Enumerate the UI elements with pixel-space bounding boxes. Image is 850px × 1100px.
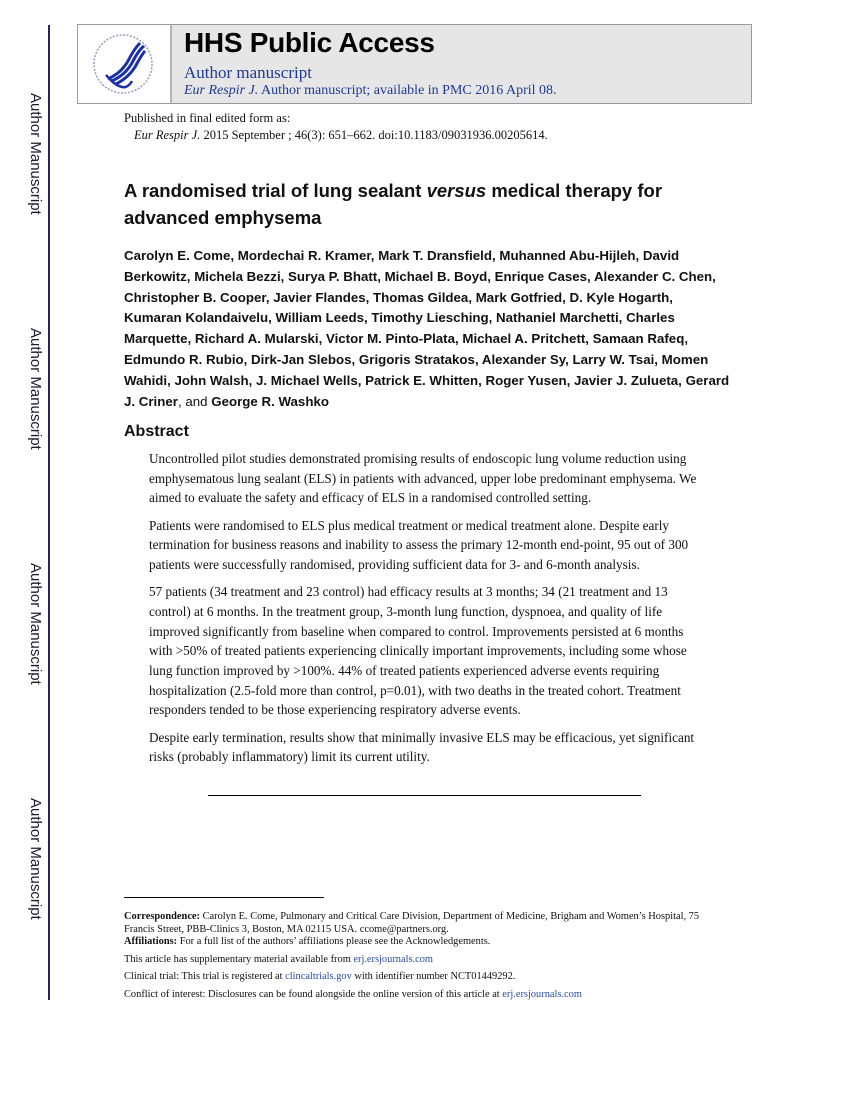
author-list [124,246,734,412]
header-journal-line [184,83,557,99]
trial-id-text: with identifier number NCT01449292. [351,971,516,983]
correspondence [124,911,724,936]
supplementary-note [124,954,724,967]
correspondence-text: Carolyn E. Come, Pulmonary and Critical Care Division, Department of Medicine, Brigham and Women’s Hospital, 75 Francis Street, PBB-Clinics 3, Boston, MA 02115 USA. ccome@partners.org. [124,911,700,935]
side-label-text: Author Manuscript [27,328,44,450]
article-title [124,177,724,231]
citation-line [124,127,548,144]
affiliations [124,936,724,949]
title-italic: versus [426,180,487,201]
title-text: medical therapy for advanced emphysema [124,180,663,228]
journal-abbrev: Eur Respir J. [184,83,259,98]
published-citation [124,110,548,144]
affiliations-text: For a full list of the authors’ affiliations please see the Acknowledgements. [177,936,491,948]
side-label-text: Author Manuscript [27,93,44,215]
title-text: A randomised trial of lung sealant [124,180,427,201]
abstract-body [149,449,709,775]
abstract-paragraph: Uncontrolled pilot studies demonstrated promising results of endoscopic lung volume reduction using emphysematous lung sealant (ELS) in patients with advanced, upper lobe predominant emphysema. We aimed to evaluate the safety and efficacy of ELS in a randomised controlled setting. [149,451,697,506]
published-label: Published in final edited form as: [124,111,291,125]
supplementary-link[interactable]: erj.ersjournals.com [353,953,434,965]
footnote-rule [124,897,324,898]
section-divider [208,795,641,796]
hhs-eagle-logo-icon [88,31,158,97]
citation-journal: Eur Respir J. [134,128,201,142]
supplementary-text: This article has supplementary material available from [124,953,354,965]
correspondence-label: Correspondence: [124,911,200,922]
citation-details: 2015 September ; 46(3): 651–662. doi:10.1183/09031936.00205614. [200,128,548,142]
trial-text: Clinical trial: This trial is registered at [124,971,286,983]
footnotes [124,911,724,1002]
trial-registry-link[interactable]: clincaltrials.gov [285,971,352,983]
conflict-note [124,989,724,1002]
header-title: HHS Public Access [184,27,435,58]
side-label-text: Author Manuscript [27,798,44,920]
side-label-text: Author Manuscript [27,563,44,685]
clinical-trial-note [124,971,724,984]
hhs-header-banner [77,24,752,104]
journal-availability: Author manuscript; available in PMC 2016 April 08. [258,83,557,98]
conflict-link[interactable]: erj.ersjournals.com [502,988,582,1000]
abstract-heading: Abstract [124,423,189,440]
abstract-paragraph: 57 patients (34 treatment and 23 control) had efficacy results at 3 months; 34 (21 treatment and 13 control) at 6 months. In the treatment group, 3-month lung function, dyspnoea, and quality of life improved significantly from baseline when compared to control. Improvements persisted at 6 months with >50% of treated patients experiencing clinically important improvements, including some whose lung function improved by >100%. 44% of treated patients experienced adverse events requiring hospitalization (2.5-fold more than control, p=0.01), with two deaths in the treated cohort. Treatment responders tended to be those experiencing respiratory adverse events. [149,584,687,718]
affiliations-label: Affiliations: [124,936,178,948]
conflict-text: Conflict of interest: Disclosures can be found alongside the online version of this article at [124,988,503,1000]
header-subtitle: Author manuscript [184,63,312,82]
margin-rule [48,25,50,1000]
abstract-paragraph: Despite early termination, results show that minimally invasive ELS may be efficacious, yet significant risks (probably inflammatory) limit its current utility. [149,729,695,765]
authors: Carolyn E. Come, Mordechai R. Kramer, Mark T. Dransfield, Muhanned Abu-Hijleh, David Berkowitz, Michela Bezzi, Surya P. Bhatt, Michael B. Boyd, Enrique Cases, Alexander C. Chen, Christopher B. Cooper, Javier Flandes, Thomas Gildea, Mark Gotfried, D. Kyle Hogarth, Kumaran Kolandaivelu, William Leeds, Timothy Liesching, Nathaniel Marchetti, Charles Marquette, Richard A. Mularski, Victor M. Pinto-Plata, Michael A. Pritchett, Samaan Rafeq, Edmundo R. Rubio, Dirk-Jan Slebos, Grigoris Stratakos, Alexander Sy, Larry W. Tsai, Momen Wahidi, John Walsh, J. Michael Wells, Patrick E. Whitten, Roger Yusen, Javier J. Zulueta, Gerard J. Criner [124,248,730,409]
authors-and: , and [177,393,212,409]
abstract-paragraph: Patients were randomised to ELS plus medical treatment or medical treatment alone. Despite early termination for business reasons and inability to assess the primary 12-month end-point, 95 out of 300 patients were successfully randomised, providing sufficient data for 3- and 6-month analysis. [149,517,689,573]
author-last: George R. Washko [211,393,329,409]
hhs-logo [78,25,172,103]
